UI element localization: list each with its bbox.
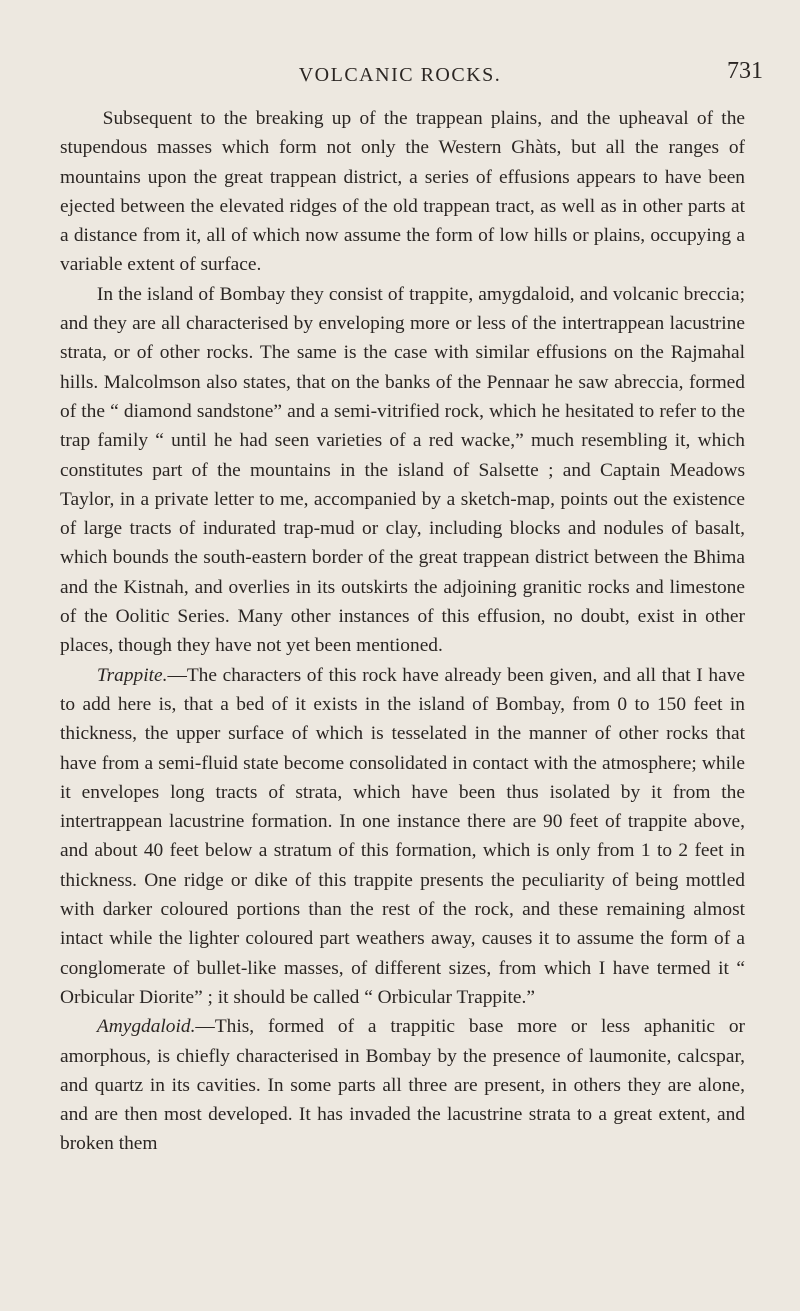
paragraph xyxy=(60,104,745,280)
paragraph xyxy=(60,280,745,661)
page-number: 731 xyxy=(727,58,763,84)
section-lead-amygdaloid: Amygdaloid. xyxy=(96,1016,196,1038)
paragraph-text: —This, formed of a trappitic base more or less aphanitic or amorphous, is chiefly characterised in Bombay by the presence of laumonite, calcspar, and quartz in its cavities. In some parts all three are present, in others they are alone, and are then most developed. It has invaded the lacustrine strata to a great extent, and broken them xyxy=(60,1016,745,1155)
running-title: VOLCANIC ROCKS. xyxy=(298,64,502,86)
paragraph-text: In the island of Bombay they consist of trappite, amygdaloid, and volcanic breccia; and they are all characterised by enveloping more or less of the intertrappean lacustrine strata, or of other rocks. The same is the case with similar effusions on the Rajmahal hills. Malcolmson also states, that on the banks of the Pennaar he saw abreccia, formed of the “ diamond sandstone” and a semi-vitrified rock, which he hesitated to refer to the trap family “ until he had seen varieties of a red wacke,” much resembling it, which constitutes part of the mountains in the island of Salsette ; and Captain Meadows Taylor, in a private letter to me, accompanied by a sketch-map, points out the existence of large tracts of indurated trap-mud or clay, including blocks and nodules of basalt, which bounds the south-eastern border of the great trappean district between the Bhima and the Kistnah, and overlies in its outskirts the adjoining granitic rocks and limestone of the Oolitic Series. Many other instances of this effusion, no doubt, exist in other places, though they have not yet been mentioned. xyxy=(60,283,745,657)
paragraph xyxy=(60,661,745,1013)
body-text xyxy=(60,104,745,1159)
paragraph-text: —The characters of this rock have already been given, and all that I have to add here is, that a bed of it exists in the island of Bombay, from 0 to 150 feet in thickness, the upper surface of which is tesselated in the manner of other rocks that have from a semi-fluid state become consolidated in contact with the atmosphere; while it envelopes long tracts of strata, which have been thus isolated by it from the intertrappean lacustrine formation. In one instance there are 90 feet of trappite above, and about 40 feet below a stratum of this formation, which is only from 1 to 2 feet in thickness. One ridge or dike of this trappite presents the peculiarity of being mottled with darker coloured portions than the rest of the rock, and these remaining almost intact while the lighter coloured part weathers away, causes it to assume the form of a conglomerate of bullet-like masses, of different sizes, from which I have termed it “ Orbicular Diorite” ; it should be called “ Orbicular Trappite.” xyxy=(60,664,745,1008)
paragraph-text: Subsequent to the breaking up of the trappean plains, and the upheaval of the stupendous masses which form not only the Western Ghàts, but all the ranges of mountains upon the great trappean district, a series of effusions appears to have been ejected between the elevated ridges of the old trappean tract, as well as in other parts at a distance from it, all of which now assume the form of low hills or plains, occupying a variable extent of surface. xyxy=(60,108,745,276)
paragraph xyxy=(60,1012,745,1158)
section-lead-trappite: Trappite. xyxy=(96,664,168,686)
